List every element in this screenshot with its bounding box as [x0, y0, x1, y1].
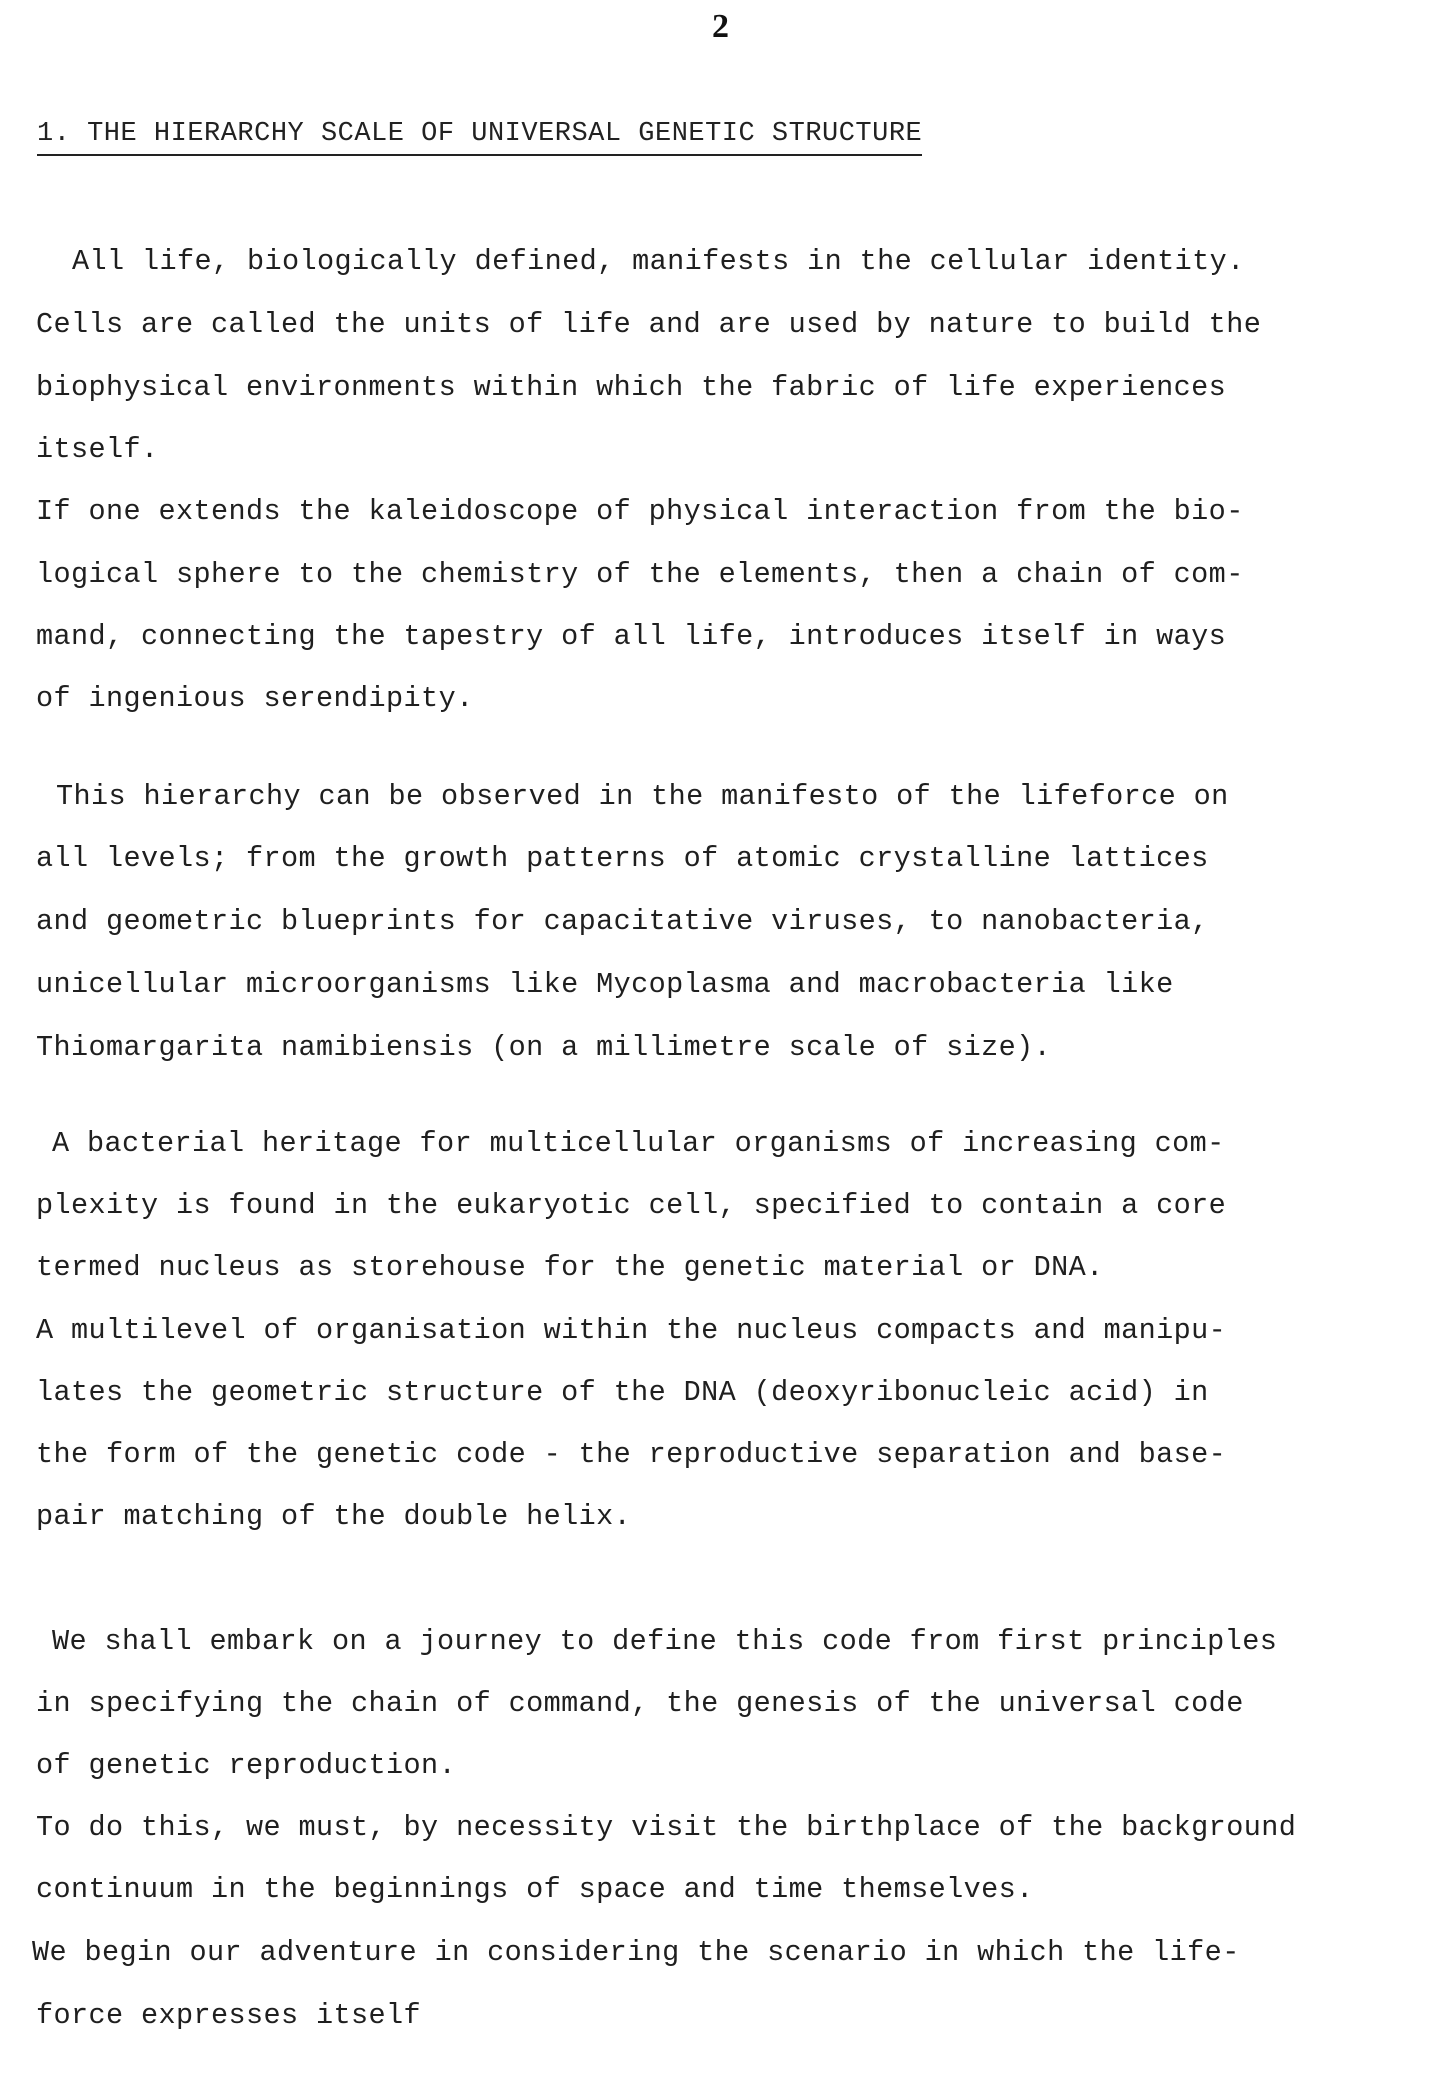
body-line: We shall embark on a journey to define this code from first principles	[52, 1625, 1278, 1658]
body-line: A bacterial heritage for multicellular organisms of increasing com-	[52, 1127, 1225, 1160]
section-heading: 1. THE HIERARCHY SCALE OF UNIVERSAL GENETIC STRUCTURE	[37, 117, 922, 156]
body-line: This hierarchy can be observed in the manifesto of the lifeforce on	[56, 780, 1229, 813]
body-line: in specifying the chain of command, the genesis of the universal code	[36, 1687, 1244, 1720]
body-line: and geometric blueprints for capacitative viruses, to nanobacteria,	[36, 905, 1209, 938]
body-line: all levels; from the growth patterns of atomic crystalline lattices	[36, 842, 1209, 875]
body-line: force expresses itself	[36, 1999, 422, 2032]
body-line: If one extends the kaleidoscope of physical interaction from the bio-	[36, 495, 1244, 528]
body-line: A multilevel of organisation within the nucleus compacts and manipu-	[36, 1314, 1227, 1347]
body-line: continuum in the beginnings of space and time themselves.	[36, 1873, 1034, 1906]
body-line: To do this, we must, by necessity visit the birthplace of the background	[36, 1811, 1297, 1844]
body-line: biophysical environments within which the fabric of life experiences	[36, 371, 1227, 404]
body-line: logical sphere to the chemistry of the elements, then a chain of com-	[36, 558, 1244, 591]
body-line: unicellular microorganisms like Mycoplasma and macrobacteria like	[36, 968, 1174, 1001]
body-line: lates the geometric structure of the DNA (deoxyribonucleic acid) in	[36, 1376, 1209, 1409]
body-line: All life, biologically defined, manifests in the cellular identity.	[72, 245, 1245, 278]
body-line: of genetic reproduction.	[36, 1749, 457, 1782]
body-line: the form of the genetic code - the reproductive separation and base-	[36, 1438, 1227, 1471]
body-line: mand, connecting the tapestry of all life, introduces itself in ways	[36, 620, 1227, 653]
body-line: plexity is found in the eukaryotic cell, specified to contain a core	[36, 1189, 1227, 1222]
body-line: pair matching of the double helix.	[36, 1500, 632, 1533]
body-line: We begin our adventure in considering the scenario in which the life-	[32, 1936, 1240, 1969]
body-line: of ingenious serendipity.	[36, 682, 474, 715]
body-line: termed nucleus as storehouse for the genetic material or DNA.	[36, 1251, 1104, 1284]
body-line: itself.	[36, 433, 159, 466]
body-line: Cells are called the units of life and are used by nature to build the	[36, 308, 1262, 341]
body-line: Thiomargarita namibiensis (on a millimetre scale of size).	[36, 1031, 1052, 1064]
page-number: 2	[712, 8, 729, 45]
